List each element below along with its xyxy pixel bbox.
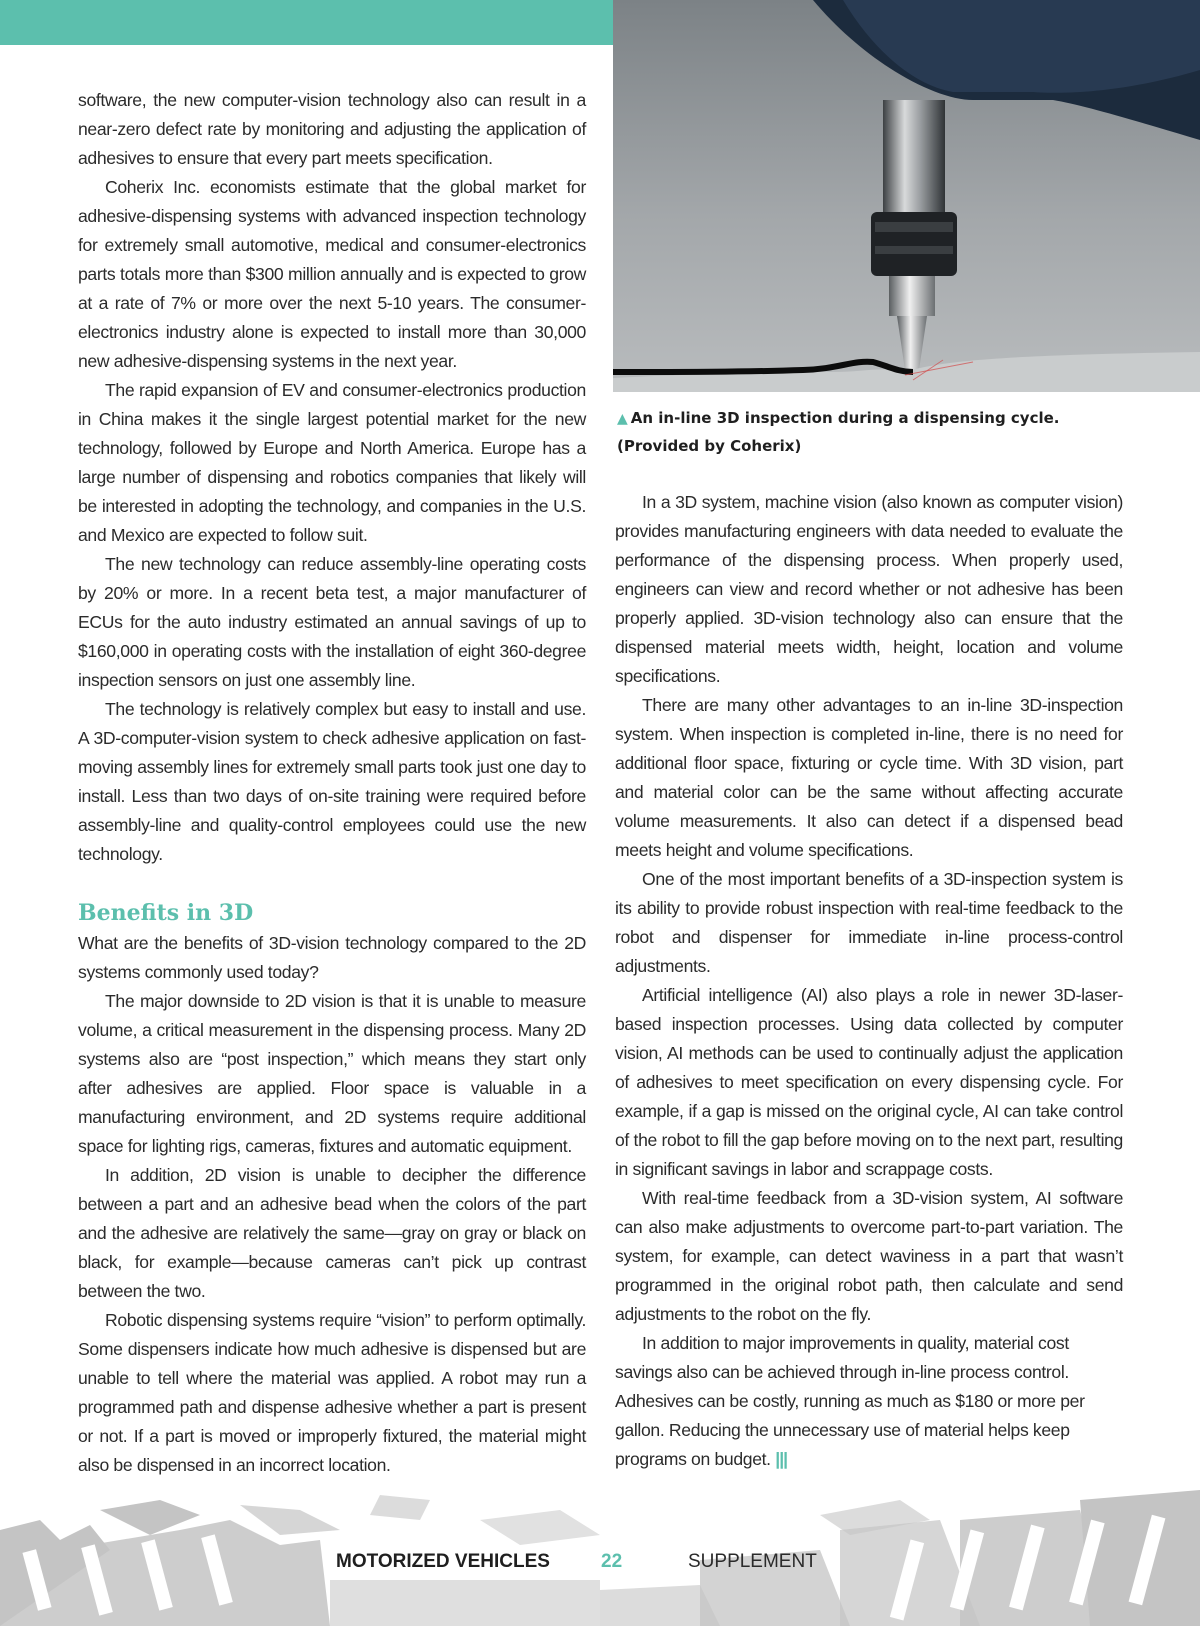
- body-paragraph: The major downside to 2D vision is that it is unable to measure volume, a critical measurement in the dispensing process. Many 2D systems also are “post inspection,” which means they start only after adhesives are applied. Floor space is valuable in a manufacturing environment, and 2D systems require additional space for lighting rigs, cameras, fixtures and automatic equipment.: [78, 991, 586, 1156]
- body-paragraph: Artificial intelligence (AI) also plays a role in newer 3D-laser-based inspection processes. Using data collected by computer vision, AI methods can be used to continually adjust the application of adhesives to meet specification on every dispensing cycle. For example, if a gap is missed on the original cycle, AI can take control of the robot to fill the gap before moving on to the next part, resulting in significant savings in labor and scrappage costs.: [615, 985, 1123, 1179]
- header-accent-band: [0, 0, 613, 45]
- body-paragraph: One of the most important benefits of a 3D-inspection system is its ability to provide robust inspection with real-time feedback to the robot and dispenser for immediate in-line process-control adjustments.: [615, 869, 1123, 976]
- photo-caption: [617, 405, 1177, 460]
- body-paragraph: With real-time feedback from a 3D-vision system, AI software can also make adjustments to overcome part-to-part variation. The system, for example, can detect waviness in a part that wasn’t programmed in the original robot path, then calculate and send adjustments to the robot on the fly.: [615, 1188, 1123, 1324]
- body-paragraph: software, the new computer-vision technology also can result in a near-zero defect rate by monitoring and adjusting the application of adhesives to ensure that every part meets specification.: [78, 90, 586, 168]
- footer-text: [0, 1551, 1200, 1575]
- body-paragraph: The new technology can reduce assembly-line operating costs by 20% or more. In a recent beta test, a major manufacturer of ECUs for the auto industry estimated an annual savings of up to $160,000 in operating costs with the installation of eight 360-degree inspection sensors on just one assembly line.: [78, 554, 586, 690]
- last-paragraph-text: In addition to major improvements in quality, material cost savings also can be achieved through in-line process control. Adhesives can be costly, running as much as $180 or more per gallon. Reducing the unnecessary use of material helps keep programs on budget.: [615, 1333, 1085, 1469]
- body-paragraph: What are the benefits of 3D-vision technology compared to the 2D systems commonly used today?: [78, 933, 586, 982]
- end-mark-icon: |||: [775, 1449, 788, 1469]
- dispensing-nozzle-icon: [613, 0, 1200, 392]
- body-paragraph: The rapid expansion of EV and consumer-electronics production in China makes it the single largest potential market for the new technology, followed by Europe and North America. Europe has a large number of dispensing and robotics companies that likely will be interested in adopting the technology, and companies in the U.S. and Mexico are expected to follow suit.: [78, 380, 586, 545]
- caption-line-2: (Provided by Coherix): [617, 437, 802, 455]
- caption-marker-icon: ▲: [617, 411, 628, 427]
- caption-line-1: An in-line 3D inspection during a dispensing cycle.: [630, 409, 1060, 427]
- section-heading: Benefits in 3D: [78, 900, 254, 926]
- right-column: [615, 488, 1123, 1474]
- body-paragraph: In addition, 2D vision is unable to decipher the difference between a part and an adhesive bead when the colors of the part and the adhesive are relatively the same—gray on gray or black on black, for example—because cameras can’t pick up contrast between the two.: [78, 1165, 586, 1301]
- footer-page-number: 22: [601, 1551, 623, 1572]
- left-column: [78, 86, 586, 1480]
- footer-publication: MOTORIZED VEHICLES: [336, 1551, 550, 1572]
- body-paragraph: There are many other advantages to an in-line 3D-inspection system. When inspection is completed in-line, there is no need for additional floor space, fixturing or cycle time. With 3D vision, part and material color can be the same without affecting accurate volume measurements. It also can detect if a dispensed bead meets height and volume specifications.: [615, 695, 1123, 860]
- inspection-photo: [613, 0, 1200, 392]
- body-paragraph: The technology is relatively complex but easy to install and use. A 3D-computer-vision system to check adhesive application on fast-moving assembly lines for extremely small parts took just one day to install. Less than two days of on-site training were required before assembly-line and quality-control employees could use the new technology.: [78, 699, 586, 864]
- body-paragraph: In a 3D system, machine vision (also known as computer vision) provides manufacturing engineers with data needed to evaluate the performance of the dispensing process. When properly used, engineers can view and record whether or not adhesive has been properly applied. 3D-vision technology also can ensure that the dispensed material meets width, height, location and volume specifications.: [615, 492, 1123, 686]
- body-paragraph: Coherix Inc. economists estimate that the global market for adhesive-dispensing systems with advanced inspection technology for extremely small automotive, medical and consumer-electronics parts totals more than $300 million annually and is expected to grow at a rate of 7% or more over the next 5-10 years. The consumer-electronics industry alone is expected to install more than 30,000 new adhesive-dispensing systems in the next year.: [78, 177, 586, 371]
- body-paragraph: Robotic dispensing systems require “vision” to perform optimally. Some dispensers indicate how much adhesive is dispensed but are unable to tell where the material was applied. A robot may run a programmed path and dispense adhesive whether a part is present or not. If a part is moved or improperly fixtured, the material might also be dispensed in an incorrect location.: [78, 1310, 586, 1475]
- body-paragraph-last: [615, 1329, 1123, 1474]
- footer-section: SUPPLEMENT: [688, 1551, 817, 1572]
